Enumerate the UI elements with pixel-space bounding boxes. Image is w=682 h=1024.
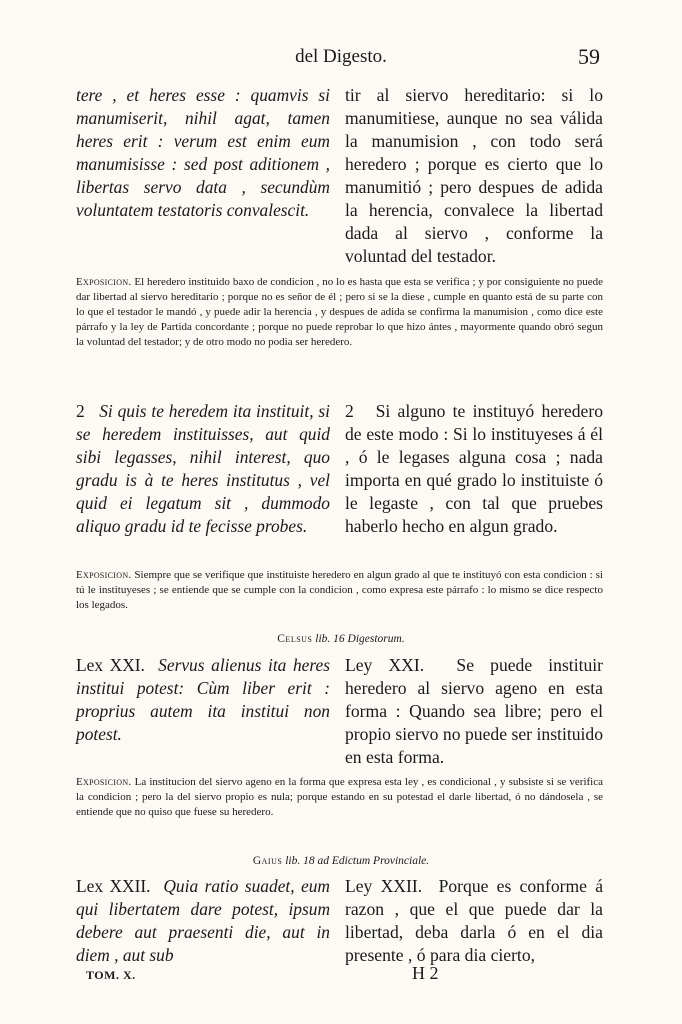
paragraph-number: 2 (76, 401, 85, 421)
page-number: 59 (578, 44, 600, 69)
exposicion-label: Exposicion. (76, 569, 132, 581)
latin-text: Lex XXII. Quia ratio suadet, eum qui libertatem dare potest, ipsum debere aut praesenti die, aut in diem , aut sub (76, 876, 330, 965)
exposicion-text: El heredero instituido baxo de condicion , no lo es hasta que esta se verifica ; y por consiguiente no puede dar libertad al siervo hereditario ; porque no es señor de él ; pero si se la diese , cumple en quanto está de su parte con lo que el testador le mandó , y puede adir la herencia , y despues de adida se confirma la manumision , como dice este párrafo y la ley de Partida concordante ; porque no puede reprobar lo que hizo ántes , mayormente quando obró segun la voluntad del testador; y de otro modo no podia ser heredero. (76, 276, 603, 348)
attribution-author: Gaius (252, 855, 283, 867)
exposicion-label: Exposicion. (76, 276, 132, 288)
source-attribution (0, 633, 682, 645)
spanish-text: 2 Si alguno te instituyó heredero de este modo : Si lo instituyeses á él , ó le legases alguna cosa ; nada importa en qué grado lo instituiste ó le legaste , con tal que pruebes haberlo hecho en algun grado. (345, 401, 603, 536)
exposicion-label: Exposicion. (76, 776, 132, 788)
latin-text: 2 Si quis te heredem ita instituit, si se heredem instituisses, aut quid sibi legasses, nihil interest, quo gradu is à te heres institutus , vel quid ei legatum sit , dummodo aliquo gradu id te fecisse probes. (76, 401, 330, 536)
exposicion-note (76, 568, 603, 613)
exposicion-note (76, 775, 603, 820)
page-title: del Digesto. (295, 46, 387, 67)
source-attribution (0, 855, 682, 867)
law-heading: Lex XXII. (76, 876, 151, 896)
attribution-source: lib. 18 ad Edictum Provinciale. (285, 855, 430, 867)
exposicion-text: La institucion del siervo ageno en la forma que expresa esta ley , es condicional , y subsiste si se verifica la condicion ; pero la del siervo propio es nula; porque estando en su potestad el darle libertad, ó no dándosela , se entiende que no quiso que fuese su heredero. (76, 776, 603, 818)
latin-text: tere , et heres esse : quamvis si manumiserit, nihil agat, tamen heres erit : verum est enim eum manumisisse : sed post aditionem , libertas servo data , secundùm voluntatem testatoris convalescit. (76, 85, 330, 220)
exposicion-note (76, 275, 603, 350)
attribution-author: Celsus (277, 633, 313, 645)
attribution-source: lib. 16 Digestorum. (315, 633, 405, 645)
paragraph-number: 2 (345, 401, 354, 421)
law-heading: Lex XXI. (76, 655, 145, 675)
volume-label: TOM. X. (86, 968, 136, 982)
spanish-text: tir al siervo hereditario: si lo manumitiese, aunque no sea válida la manumision , con todo será heredero ; porque es cierto que lo manumitió ; pero despues de adida la herencia, convalece la libertad dada al siervo , conforme la voluntad del testador. (345, 85, 603, 266)
spanish-text: Ley XXII. Porque es conforme á razon , que el que puede dar la libertad, deba darla ó en el dia presente , ó para dia cierto, (345, 876, 604, 965)
spanish-text: Ley XXI. Se puede instituir heredero al siervo ageno en esta forma : Quando sea libre; pero el propio siervo no puede ser instituido en esta forma. (345, 655, 604, 767)
law-heading: Ley XXII. (345, 876, 423, 896)
latin-text: Lex XXI. Servus alienus ita heres institui potest: Cùm liber erit : proprius autem ita institui non potest. (76, 655, 330, 744)
exposicion-text: Siempre que se verifique que instituiste heredero en algun grado al que te instituyó con esta condicion : si tú le instituyeses ; se entiende que se cumple con la condicion , como expresa este párrafo : lo mismo se dice respecto los legados. (76, 569, 603, 611)
law-heading: Ley XXI. (345, 655, 425, 675)
signature-mark: H 2 (412, 963, 439, 983)
